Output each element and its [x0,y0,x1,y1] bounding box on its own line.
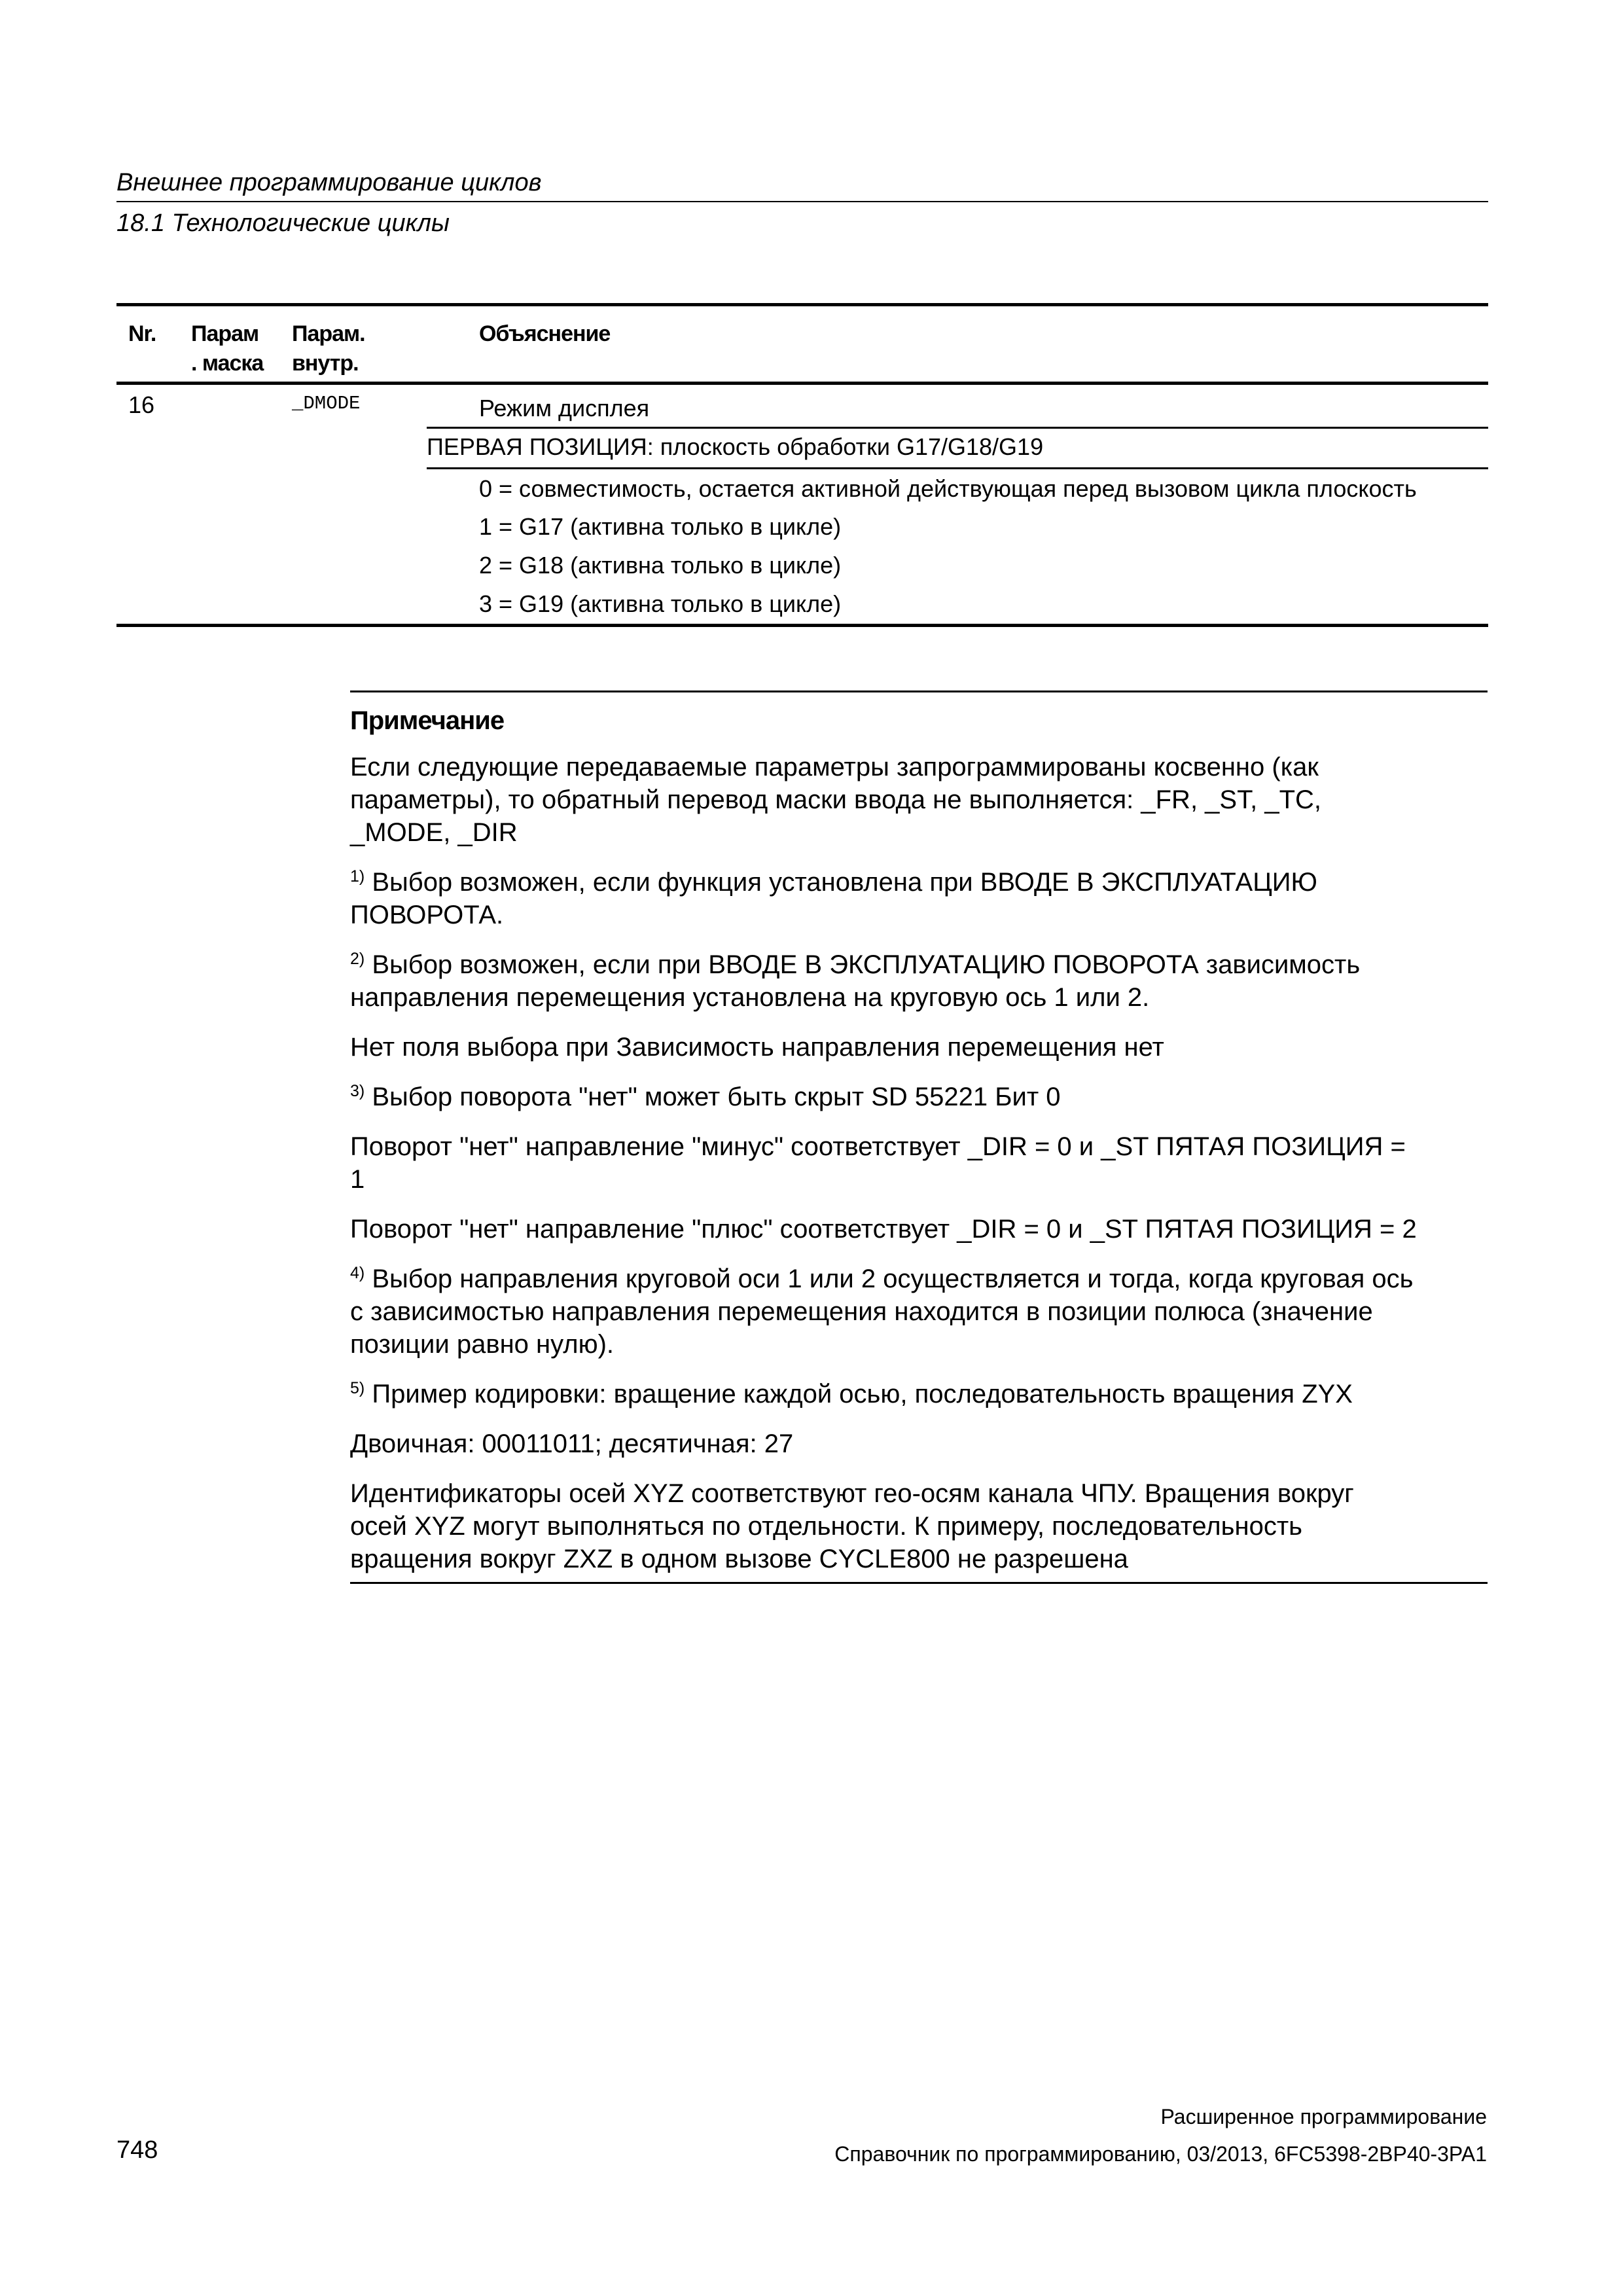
column-header-param-internal: Парам. [292,321,365,346]
note-paragraph: Двоичная: 00011011; десятичная: 27 [350,1429,794,1458]
note-bottom-rule [350,1582,1488,1584]
footnote-marker: 2) [350,950,365,968]
row-title: Режим дисплея [479,395,650,422]
column-header-param-mask-line2: . маска [191,351,264,376]
footnote-marker: 3) [350,1082,365,1100]
table-top-rule [116,303,1488,306]
note-paragraph: Поворот "нет" направление "плюс" соответствует _DIR = 0 и _ST ПЯТАЯ ПОЗИЦИЯ = 2 [350,1215,1417,1244]
table-bottom-rule [116,624,1488,627]
param-internal-name: _DMODE [292,393,361,414]
option-item: 1 = G17 (активна только в цикле) [479,513,842,540]
row-subheading: ПЕРВАЯ ПОЗИЦИЯ: плоскость обработки G17/G18/G19 [427,433,1044,460]
footer-reference: Справочник по программированию, 03/2013, 6FC5398-2BP40-3PA1 [834,2142,1487,2166]
note-footnote-4: $^{4)}$ Выбор направления круговой оси 1 или 2 осуществляется и тогда, когда круговая ось с зависимостью направления перемещения находится в позиции полюса (значение позиции равно нулю). [350,1264,1414,1359]
note-paragraph: Нет поля выбора при Зависимость направления перемещения нет [350,1033,1164,1062]
footnote-marker: 4) [350,1264,365,1282]
note-paragraph: Поворот "нет" направление "минус" соответствует _DIR = 0 и _ST ПЯТАЯ ПОЗИЦИЯ = 1 [350,1132,1406,1194]
table-header-rule [116,382,1488,385]
footnote-marker: 1) [350,867,365,886]
note-footnote-5: $^{5)}$ Пример кодировки: вращение каждой осью, последовательность вращения ZYX [350,1379,1353,1408]
note-footnote-2: $^{2)}$ Выбор возможен, если при ВВОДЕ В ЭКСПЛУАТАЦИЮ ПОВОРОТА зависимость направления перемещения установлена на круговую ось 1 или 2. [350,950,1361,1012]
column-header-explanation: Объяснение [479,321,611,346]
row-subheading-rule [427,427,1488,429]
page-number: 748 [116,2136,158,2164]
note-body [350,751,1492,1592]
option-item: 2 = G18 (активна только в цикле) [479,552,842,579]
column-header-param-internal-line2: внутр. [292,351,359,376]
option-item: 0 = совместимость, остается активной действующая перед вызовом цикла плоскость [479,475,1417,502]
column-header-param-mask: Парам [191,321,259,346]
column-header-nr: Nr. [128,321,156,346]
row-number: 16 [128,391,155,418]
running-header-section: 18.1 Технологические циклы [116,209,450,237]
row-options-rule [427,467,1488,469]
footer-title: Расширенное программирование [1160,2105,1487,2128]
option-item: 3 = G19 (активна только в цикле) [479,590,842,617]
header-divider [116,201,1488,202]
note-paragraph: Если следующие передаваемые параметры запрограммированы косвенно (как параметры), то обратный перевод маски ввода не выполняется: _FR, _ST, _TC, _MODE, _DIR [350,753,1322,847]
note-footnote-3: $^{3)}$ Выбор поворота "нет" может быть скрыт SD 55221 Бит 0 [350,1082,1061,1111]
running-header-chapter: Внешнее программирование циклов [116,169,542,196]
note-paragraph: Идентификаторы осей XYZ соответствуют гео-осям канала ЧПУ. Вращения вокруг осей XYZ могут выполняться по отдельности. К примеру, последовательность вращения вокруг ZXZ в одном вызове CYCLE800 не разрешена [350,1479,1354,1573]
note-footnote-1: $^{1)}$ Выбор возможен, если функция установлена при ВВОДЕ В ЭКСПЛУАТАЦИЮ ПОВОРОТА. [350,867,1317,929]
note-title: Примечание [350,706,505,735]
note-top-rule [350,691,1488,692]
footnote-marker: 5) [350,1379,365,1397]
